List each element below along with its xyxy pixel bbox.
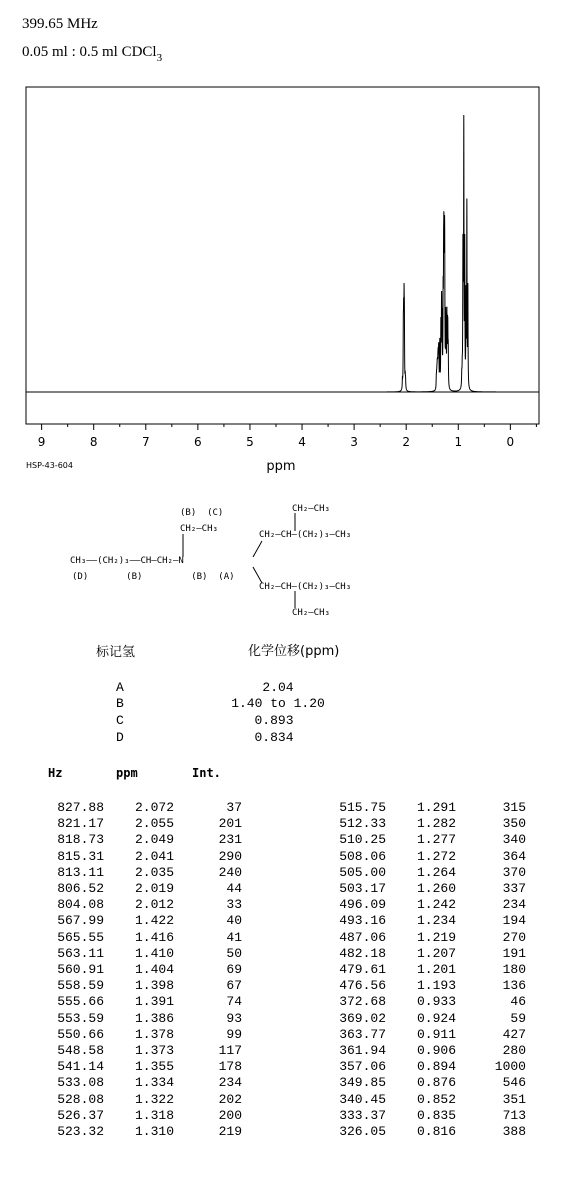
peak-ppm: 0.906 [416,1043,456,1058]
peak-ppm: 1.219 [416,929,456,945]
solvent-subscript: 3 [156,52,163,64]
peak-hz: 565.55 [57,929,104,945]
peak-hz: 550.66 [57,1026,104,1042]
assignment-label-header: 标记氢 [96,645,136,660]
peak-hz: 349.85 [339,1075,386,1091]
peak-intensity: 37 [226,800,242,815]
peak-ppm: 2.049 [134,832,174,848]
peak-intensity: 370 [502,864,526,880]
peak-hz: 555.66 [57,994,104,1010]
peak-ppm: 1.416 [134,929,174,945]
solvent-text: 0.05 ml : 0.5 ml CDCl [22,44,157,60]
peak-hz: 326.05 [339,1124,386,1139]
x-tick-label: 3 [350,435,358,449]
peak-intensity: 240 [218,864,242,880]
peak-table-row [0,897,570,913]
peak-table-row [0,849,570,865]
peak-intensity: 50 [226,945,242,961]
peak-ppm: 2.019 [134,881,174,896]
assignment-shift: 1.40 to 1.20 [231,696,325,711]
peak-hz: 333.37 [339,1107,386,1123]
peak-ppm: 1.310 [134,1124,174,1139]
peak-hz: 505.00 [339,864,386,880]
spectrum-code: HSP-43-604 [26,461,73,470]
peak-intensity: 364 [502,848,526,864]
structure-ethyl: CH₂—CH₃ [180,524,218,534]
peak-intensity: 194 [502,913,526,929]
peak-intensity: 40 [226,913,242,929]
peak-table-header-hz: Hz [48,766,63,780]
peak-table-row [0,832,570,848]
peak-intensity: 388 [502,1124,526,1139]
peak-intensity: 69 [226,962,242,977]
peak-intensity: 427 [502,1026,526,1042]
peak-intensity: 117 [218,1043,242,1058]
peak-ppm: 1.201 [416,962,456,977]
peak-ppm: 2.072 [134,800,174,815]
peak-hz: 476.56 [339,978,386,994]
peak-intensity: 234 [502,897,526,913]
peak-intensity: 337 [502,881,526,896]
peak-intensity: 178 [218,1059,242,1075]
peak-intensity: 1000 [494,1059,526,1075]
peak-intensity: 315 [502,800,526,815]
peak-ppm: 0.924 [416,1010,456,1026]
assignment-shift: 0.893 [254,713,294,728]
peak-hz: 482.18 [339,945,386,961]
x-tick-label: 9 [37,435,46,449]
peak-ppm: 2.041 [134,848,174,864]
peak-intensity: 93 [226,1010,242,1026]
peak-ppm: 1.260 [416,881,456,896]
structure-bottom-branch: CH₂—CH₃ [292,608,330,618]
peak-intensity: 191 [502,945,526,961]
peak-table-row [0,1043,570,1059]
peak-hz: 510.25 [339,832,386,848]
peak-ppm: 1.282 [416,816,456,832]
peak-hz: 508.06 [339,848,386,864]
peak-intensity: 546 [502,1075,526,1091]
peak-table-row [0,881,570,897]
peak-hz: 563.11 [57,945,104,961]
x-tick-label: 6 [194,435,202,449]
assignment-label: D [116,730,124,745]
x-tick-label: 7 [141,435,150,449]
peak-intensity: 270 [502,929,526,945]
peak-ppm: 0.852 [416,1091,456,1107]
peak-hz: 567.99 [57,913,104,929]
peak-ppm: 2.055 [134,816,174,832]
peak-table-row [0,930,570,946]
peak-ppm: 1.378 [134,1026,174,1042]
peak-hz: 523.32 [57,1124,104,1139]
peak-hz: 813.11 [57,864,104,880]
peak-hz: 558.59 [57,978,104,994]
peak-hz: 528.08 [57,1091,104,1107]
peak-hz: 806.52 [57,881,104,896]
structure-lower-chain: CH₂—CH—(CH₂)₃—CH₃ [259,582,352,592]
peak-table-row [0,962,570,978]
peak-table-row [0,1059,570,1075]
assignment-shift: 0.834 [254,730,294,745]
peak-intensity: 713 [502,1107,526,1123]
peak-table-row [0,800,570,816]
peak-ppm: 1.398 [134,978,174,994]
peak-ppm: 1.277 [416,832,456,848]
peak-ppm: 1.404 [134,962,174,977]
peak-hz: 827.88 [57,800,104,815]
peak-hz: 496.09 [339,897,386,913]
peak-hz: 363.77 [339,1026,386,1042]
peak-table-row [0,1011,570,1027]
peak-ppm: 1.334 [134,1075,174,1091]
peak-hz: 818.73 [57,832,104,848]
peak-ppm: 0.876 [416,1075,456,1091]
peak-hz: 357.06 [339,1059,386,1075]
peak-table-row [0,1027,570,1043]
peak-hz: 821.17 [57,816,104,832]
peak-ppm: 1.386 [134,1010,174,1026]
peak-hz: 503.17 [339,881,386,896]
peak-hz: 372.68 [339,994,386,1010]
peak-intensity: 290 [218,848,242,864]
structure-main-chain: CH₃——(CH₂)₃——CH—CH₂—N [70,556,184,566]
peak-intensity: 67 [226,978,242,994]
peak-hz: 541.14 [57,1059,104,1075]
peak-ppm: 1.373 [134,1043,174,1058]
peak-table-row [0,816,570,832]
peak-ppm: 0.933 [416,994,456,1010]
peak-hz: 548.58 [57,1043,104,1058]
peak-intensity: 201 [218,816,242,832]
peak-ppm: 1.355 [134,1059,174,1075]
peak-table-row [0,978,570,994]
x-tick-label: 2 [402,435,411,449]
peak-ppm: 0.894 [416,1059,456,1075]
peak-table-row [0,1075,570,1091]
peak-intensity: 340 [502,832,526,848]
peak-ppm: 0.911 [416,1026,456,1042]
peak-ppm: 1.322 [134,1091,174,1107]
peak-intensity: 200 [218,1107,242,1123]
peak-intensity: 180 [502,962,526,977]
peak-ppm: 1.242 [416,897,456,913]
peak-hz: 512.33 [339,816,386,832]
peak-ppm: 1.207 [416,945,456,961]
structure-label-bc: (B) (C) [180,508,224,518]
peak-ppm: 1.234 [416,913,456,929]
structure-labels: (D) (B) (B) (A) [72,572,235,582]
peak-intensity: 234 [218,1075,242,1091]
peak-table-row [0,1108,570,1124]
assignment-shift-header: 化学位移(ppm) [248,644,340,659]
peak-intensity: 44 [226,881,242,896]
peak-hz: 515.75 [339,800,386,815]
x-tick-label: 8 [89,435,98,449]
structure-upper-chain: CH₂—CH—(CH₂)₃—CH₃ [259,530,352,540]
spectrometer-frequency: 399.65 MHz [22,16,98,32]
x-tick-label: 0 [506,435,515,449]
peak-hz: 804.08 [57,897,104,913]
peak-intensity: 74 [226,994,242,1010]
peak-table-header-int: Int. [192,766,221,780]
peak-table-header-ppm: ppm [116,766,138,780]
assignment-shift: 2.04 [262,680,294,695]
peak-intensity: 136 [502,978,526,994]
peak-intensity: 350 [502,816,526,832]
peak-intensity: 280 [502,1043,526,1058]
peak-table-row [0,865,570,881]
assignment-label: B [116,696,124,711]
peak-intensity: 202 [218,1091,242,1107]
peak-hz: 369.02 [339,1010,386,1026]
peak-ppm: 2.012 [134,897,174,913]
assignment-label: C [116,713,124,728]
peak-ppm: 1.410 [134,945,174,961]
peak-ppm: 1.193 [416,978,456,994]
peak-hz: 487.06 [339,929,386,945]
x-axis-label: ppm [266,459,296,474]
peak-intensity: 351 [502,1091,526,1107]
structure-top-branch: CH₂—CH₃ [292,504,330,514]
peak-table-row [0,1124,570,1140]
peak-hz: 526.37 [57,1107,104,1123]
peak-ppm: 1.391 [134,994,174,1010]
peak-hz: 361.94 [339,1043,386,1058]
peak-intensity: 59 [510,1010,526,1026]
peak-hz: 815.31 [57,848,104,864]
peak-table-row [0,1092,570,1108]
peak-hz: 533.08 [57,1075,104,1091]
peak-hz: 560.91 [57,962,104,977]
peak-ppm: 0.835 [416,1107,456,1123]
peak-ppm: 1.264 [416,864,456,880]
peak-intensity: 41 [226,929,242,945]
peak-ppm: 1.422 [134,913,174,929]
peak-hz: 493.16 [339,913,386,929]
peak-intensity: 33 [226,897,242,913]
peak-hz: 479.61 [339,962,386,977]
peak-ppm: 1.291 [416,800,456,815]
peak-table-row [0,994,570,1010]
peak-table-row [0,913,570,929]
peak-ppm: 2.035 [134,864,174,880]
peak-intensity: 99 [226,1026,242,1042]
peak-intensity: 46 [510,994,526,1010]
peak-intensity: 231 [218,832,242,848]
peak-ppm: 1.318 [134,1107,174,1123]
peak-ppm: 1.272 [416,848,456,864]
peak-ppm: 0.816 [416,1124,456,1139]
peak-intensity: 219 [218,1124,242,1139]
peak-hz: 340.45 [339,1091,386,1107]
x-tick-label: 1 [454,435,463,449]
x-tick-label: 5 [246,435,254,449]
peak-hz: 553.59 [57,1010,104,1026]
x-tick-label: 4 [298,435,306,449]
peak-table-row [0,946,570,962]
assignment-label: A [116,680,124,695]
